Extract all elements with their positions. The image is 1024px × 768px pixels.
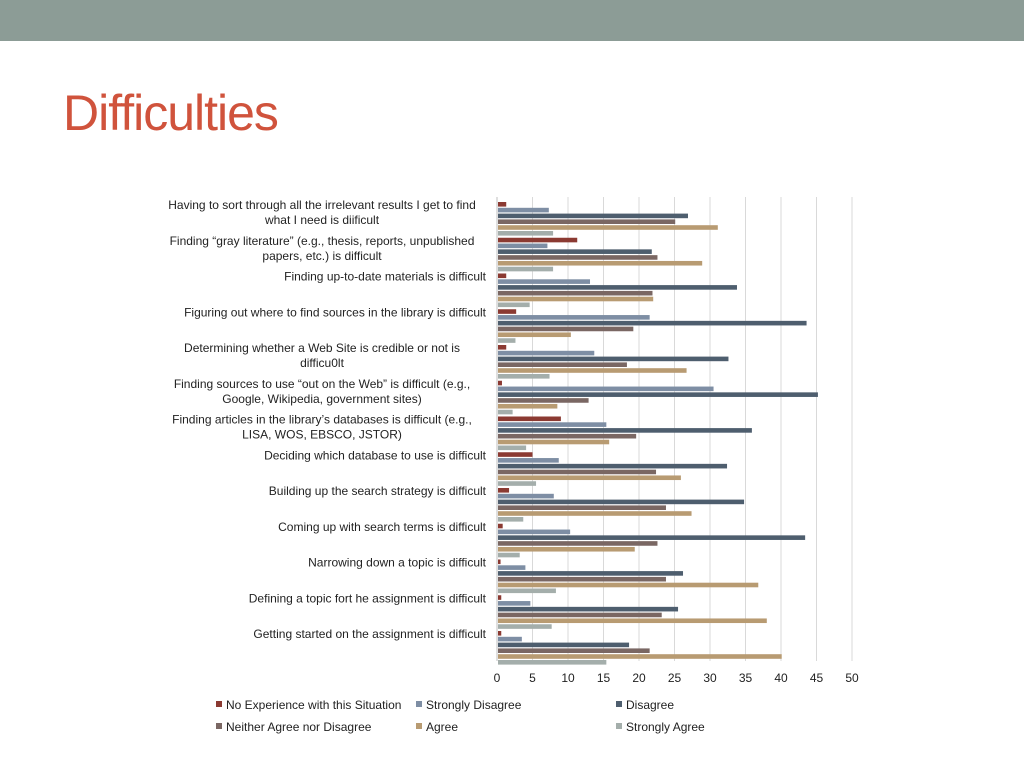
x-tick-label: 0 xyxy=(493,671,501,685)
x-tick-label: 40 xyxy=(774,671,788,685)
bar xyxy=(498,595,501,600)
category-label: Narrowing down a topic is difficult xyxy=(308,555,486,570)
bar xyxy=(498,535,805,540)
x-tick-label: 5 xyxy=(529,671,536,685)
bar xyxy=(498,446,526,451)
legend-label: Neither Agree nor Disagree xyxy=(226,720,372,734)
bar xyxy=(498,225,718,230)
legend-label: Strongly Agree xyxy=(626,720,705,734)
category-label: Finding up-to-date materials is difficult xyxy=(284,269,486,284)
category-label: Finding sources to use “out on the Web” is difficult (e.g., Google, Wikipedia, government sites) xyxy=(173,376,471,406)
x-tick-label: 35 xyxy=(738,671,753,685)
bar xyxy=(498,351,594,356)
bar xyxy=(498,494,554,499)
bar xyxy=(498,297,653,302)
category-label: Finding articles in the library’s databases is difficult (e.g., LISA, WOS, EBSCO, JSTOR) xyxy=(172,412,472,442)
bar xyxy=(498,417,561,422)
bar xyxy=(498,541,657,546)
bar xyxy=(498,374,550,379)
category-label: Having to sort through all the irrelevant results I get to find what I need is diificult xyxy=(168,198,476,227)
bar xyxy=(498,422,606,427)
bar xyxy=(498,524,503,529)
bar xyxy=(498,648,650,653)
legend-swatch xyxy=(616,723,622,729)
legend-swatch xyxy=(216,701,222,707)
category-label: Finding “gray literature” (e.g., thesis, reports, unpublished papers, etc.) is difficult xyxy=(169,233,475,263)
bar xyxy=(498,475,681,480)
bar xyxy=(498,255,657,260)
legend-swatch xyxy=(216,723,222,729)
bar xyxy=(498,404,557,409)
bar xyxy=(498,613,662,618)
category-label: Deciding which database to use is difficult xyxy=(264,448,486,463)
bar xyxy=(498,505,666,510)
x-tick-label: 50 xyxy=(845,671,859,685)
legend-label: No Experience with this Situation xyxy=(226,698,402,712)
bar xyxy=(498,624,552,629)
bar xyxy=(498,202,506,207)
bar xyxy=(498,231,553,236)
bar xyxy=(498,387,714,392)
bar xyxy=(498,511,692,516)
slide-title: Difficulties xyxy=(63,85,278,141)
bar xyxy=(498,565,525,570)
bar xyxy=(498,315,650,320)
bar xyxy=(498,392,818,397)
bar xyxy=(498,458,559,463)
category-label: Figuring out where to find sources in the library is difficult xyxy=(184,305,486,320)
bar xyxy=(498,452,533,457)
bar xyxy=(498,309,516,314)
bar xyxy=(498,481,536,486)
bar xyxy=(498,208,549,213)
bar xyxy=(498,332,571,337)
bar xyxy=(498,214,688,219)
bar xyxy=(498,327,633,332)
legend-label: Strongly Disagree xyxy=(426,698,522,712)
bar xyxy=(498,219,675,224)
x-tick-label: 25 xyxy=(667,671,682,685)
legend-swatch xyxy=(416,723,422,729)
bar xyxy=(498,434,636,439)
bar xyxy=(498,530,570,535)
bar xyxy=(498,470,656,475)
bar xyxy=(498,291,652,296)
bar xyxy=(498,345,506,350)
category-label: Defining a topic fort he assignment is difficult xyxy=(248,591,486,606)
x-tick-label: 20 xyxy=(632,671,646,685)
x-tick-label: 15 xyxy=(596,671,611,685)
bar xyxy=(498,589,556,594)
legend-swatch xyxy=(416,701,422,707)
category-label: Building up the search strategy is difficult xyxy=(268,484,486,498)
bar xyxy=(498,643,629,648)
bar xyxy=(498,547,635,552)
category-label: Determining whether a Web Site is credible or not is difficu0lt xyxy=(184,341,460,370)
bar xyxy=(498,601,530,606)
bar xyxy=(498,249,652,254)
bar xyxy=(498,637,522,642)
bar xyxy=(498,303,530,308)
bar xyxy=(498,631,501,636)
bar xyxy=(498,560,501,565)
bar xyxy=(498,500,744,505)
bar xyxy=(498,244,547,249)
bar xyxy=(498,381,502,386)
bar xyxy=(498,428,752,433)
bar xyxy=(498,321,807,326)
bar xyxy=(498,279,590,284)
x-tick-label: 30 xyxy=(703,671,717,685)
bar xyxy=(498,238,577,243)
x-tick-label: 10 xyxy=(561,671,575,685)
bar xyxy=(498,571,683,576)
bar xyxy=(498,583,758,588)
bar xyxy=(498,654,782,659)
bar xyxy=(498,357,728,362)
bar xyxy=(498,607,678,612)
bar xyxy=(498,577,666,582)
bar xyxy=(498,274,506,279)
legend-label: Agree xyxy=(426,720,459,734)
bar xyxy=(498,338,515,343)
bar xyxy=(498,618,767,623)
bar xyxy=(498,261,702,266)
bar xyxy=(498,660,606,665)
bar xyxy=(498,398,589,403)
category-label: Getting started on the assignment is difficult xyxy=(253,627,486,641)
bar xyxy=(498,464,727,469)
bar xyxy=(498,410,513,415)
bar xyxy=(498,517,523,522)
bar xyxy=(498,267,553,272)
bar xyxy=(498,488,509,493)
category-label: Coming up with search terms is difficult xyxy=(278,519,486,534)
legend-swatch xyxy=(616,701,622,707)
bar xyxy=(498,285,737,290)
legend-label: Disagree xyxy=(626,698,675,712)
x-tick-label: 45 xyxy=(809,671,824,685)
bar xyxy=(498,362,627,367)
bar xyxy=(498,553,520,558)
bar xyxy=(498,368,687,373)
bar xyxy=(498,440,609,445)
